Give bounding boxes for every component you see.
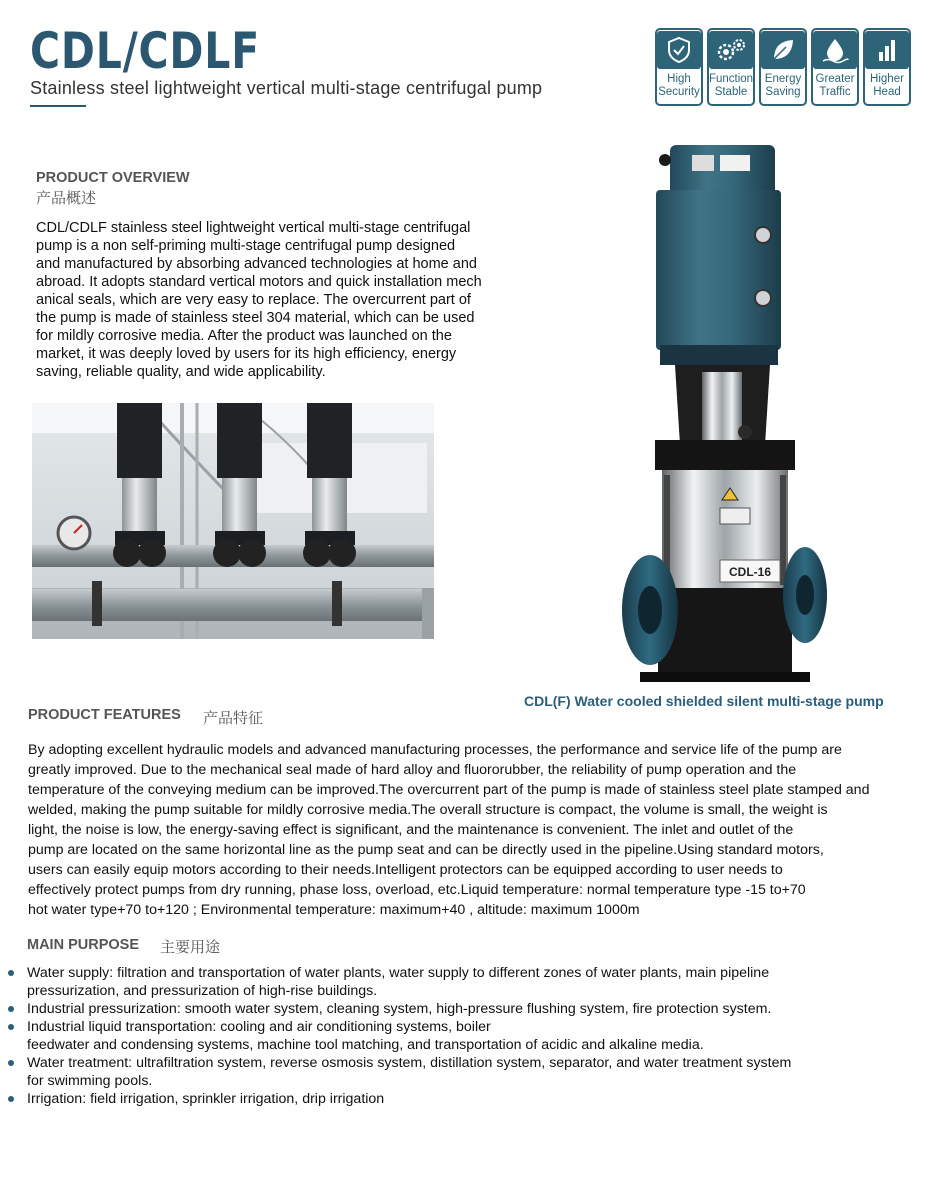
purpose-heading: MAIN PURPOSE bbox=[27, 937, 139, 953]
list-item bbox=[8, 1054, 908, 1090]
list-item bbox=[8, 1000, 908, 1018]
features-paragraph bbox=[28, 740, 926, 920]
overview-line: anical seals, which are very easy to replace. The overcurrent part of bbox=[36, 292, 471, 308]
feature-badges bbox=[655, 28, 911, 106]
bullet-icon bbox=[8, 1060, 14, 1066]
list-item bbox=[8, 964, 908, 1000]
purpose-list bbox=[8, 964, 908, 1108]
overview-line: the pump is made of stainless steel 304 material, which can be used bbox=[36, 310, 475, 326]
pump-caption: CDL(F) Water cooled shielded silent multi-stage pump bbox=[524, 693, 884, 709]
badge-high-security bbox=[655, 28, 703, 106]
badge-label: Energy Saving bbox=[764, 73, 802, 98]
purpose-line: Water supply: filtration and transportation of water plants, water supply to different zones of water plants, main pipeline bbox=[27, 965, 770, 981]
bar-chart-icon bbox=[865, 31, 909, 69]
purpose-line: Industrial pressurization: smooth water system, cleaning system, high-pressure flushing system, fire protection system. bbox=[27, 1001, 772, 1017]
overview-line: market, it was deeply loved by users for its high efficiency, energy bbox=[36, 346, 457, 362]
overview-line: saving, reliable quality, and wide applicability. bbox=[36, 364, 326, 380]
purpose-line: pressurization, and pressurization of high-rise buildings. bbox=[27, 983, 378, 999]
pump-product-image bbox=[620, 140, 835, 685]
features-line: welded, making the pump suitable for mildly corrosive media.The overall structure is compact, the volume is small, the weight is bbox=[28, 802, 828, 818]
badge-higher-head bbox=[863, 28, 911, 106]
purpose-heading-cn: 主要用途 bbox=[160, 938, 221, 956]
purpose-line: Irrigation: field irrigation, sprinkler irrigation, drip irrigation bbox=[27, 1091, 385, 1107]
overview-heading: PRODUCT OVERVIEW bbox=[36, 170, 190, 186]
features-line: temperature of the conveying medium can be improved.The overcurrent part of the pump is made of stainless steel plate stamped and bbox=[28, 782, 870, 798]
bullet-icon bbox=[8, 1096, 14, 1102]
list-item bbox=[8, 1090, 908, 1108]
features-heading-cn: 产品特征 bbox=[203, 709, 264, 727]
overview-line: abroad. It adopts standard vertical motors and quick installation mech bbox=[36, 274, 482, 290]
overview-line: CDL/CDLF stainless steel lightweight vertical multi-stage centrifugal bbox=[36, 220, 471, 236]
purpose-line: for swimming pools. bbox=[27, 1073, 153, 1089]
overview-line: pump is a non self-priming multi-stage centrifugal pump designed bbox=[36, 238, 456, 254]
features-line: hot water type+70 to+120 ; Environmental temperature: maximum+40 , altitude: maximum 1000m bbox=[28, 902, 640, 918]
badge-label: Greater Traffic bbox=[815, 73, 855, 98]
page-subtitle: Stainless steel lightweight vertical multi-stage centrifugal pump bbox=[30, 78, 543, 98]
features-line: By adopting excellent hydraulic models and advanced manufacturing processes, the performance and service life of the pump are bbox=[28, 742, 842, 758]
gears-icon bbox=[709, 31, 753, 69]
page-title: CDL/CDLF bbox=[30, 22, 261, 80]
features-line: users can easily equip motors according to their needs.Intelligent protectors can be equipped according to user needs to bbox=[28, 862, 783, 878]
shield-icon bbox=[657, 31, 701, 69]
water-drop-icon bbox=[813, 31, 857, 69]
features-line: greatly improved. Due to the mechanical seal made of hard alloy and fluororubber, the reliability of pump operation and the bbox=[28, 762, 797, 778]
features-line: effectively protect pumps from dry running, phase loss, overload, etc.Liquid temperature: normal temperature type -15 to+70 bbox=[28, 882, 806, 898]
overview-heading-cn: 产品概述 bbox=[36, 189, 97, 207]
badge-energy-saving bbox=[759, 28, 807, 106]
leaf-icon bbox=[761, 31, 805, 69]
pump-installation-photo bbox=[32, 403, 434, 639]
badge-label: Higher Head bbox=[870, 73, 904, 98]
list-item bbox=[8, 1018, 908, 1054]
badge-label: High Security bbox=[658, 73, 700, 98]
bullet-icon bbox=[8, 970, 14, 976]
badge-greater-traffic bbox=[811, 28, 859, 106]
overview-line: and manufactured by absorbing advanced technologies at home and bbox=[36, 256, 477, 272]
bullet-icon bbox=[8, 1024, 14, 1030]
purpose-line: Water treatment: ultrafiltration system, reverse osmosis system, distillation system, separator, and water treatment system bbox=[27, 1055, 792, 1071]
bullet-icon bbox=[8, 1006, 14, 1012]
features-line: light, the noise is low, the energy-saving effect is significant, and the maintenance is convenient. The inlet and outlet of the bbox=[28, 822, 794, 838]
features-heading: PRODUCT FEATURES bbox=[28, 707, 181, 723]
purpose-line: feedwater and condensing systems, machine tool matching, and transportation of acidic and alkaline media. bbox=[27, 1037, 704, 1053]
badge-label: Function Stable bbox=[708, 73, 754, 98]
overview-line: for mildly corrosive media. After the product was launched on the bbox=[36, 328, 452, 344]
features-line: pump are located on the same horizontal line as the pump seat and can be directly used in the pipeline.Using standard motors, bbox=[28, 842, 824, 858]
title-underline bbox=[30, 105, 86, 107]
purpose-line: Industrial liquid transportation: cooling and air conditioning systems, boiler bbox=[27, 1019, 491, 1035]
overview-paragraph bbox=[36, 219, 511, 381]
badge-function-stable bbox=[707, 28, 755, 106]
model-plate-text: CDL-16 bbox=[728, 565, 772, 579]
